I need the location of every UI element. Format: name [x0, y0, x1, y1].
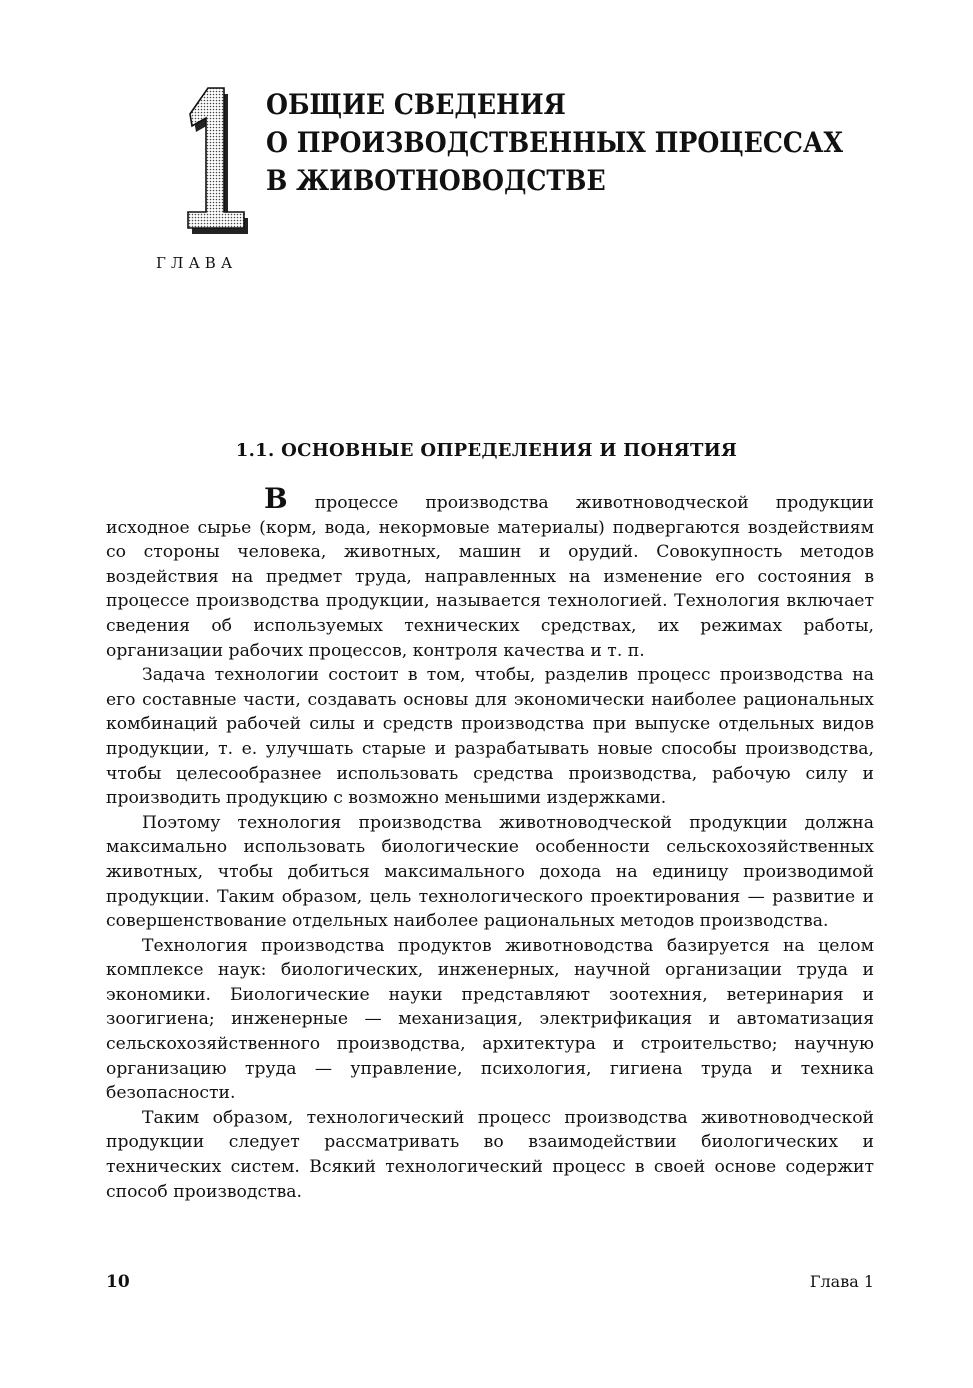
paragraph: [106, 482, 874, 663]
chapter-title-line: О ПРОИЗВОДСТВЕННЫХ ПРОЦЕССАХ: [266, 126, 844, 159]
chapter-label: ГЛАВА: [156, 254, 238, 272]
paragraph: Задача технологии состоит в том, чтобы, разделив процесс производства на его составные части, создавать основы для экономически наиболее рациональных комбинаций рабочей силы и средств производства при выпуске отдельных видов продукции, т. е. улучшать старые и разрабатывать новые способы производства, чтобы целесообразнее использовать средства производства, рабочую силу и производить продукцию с возможно меньшими издержками.: [106, 665, 874, 809]
running-head: Глава 1: [809, 1272, 874, 1291]
paragraph: Технология производства продуктов животноводства базируется на целом комплексе наук: биологических, инженерных, научной организации труда и экономики. Биологические науки представляют зоотехния, ветеринария и зоогигиена; инженерные — механизация, электрификация и автоматизация сельскохозяйственного производства, архитектура и строительство; научную организацию труда — управление, психология, гигиена труда и техника безопасности.: [106, 935, 874, 1104]
section-title: 1.1. ОСНОВНЫЕ ОПРЕДЕЛЕНИЯ И ПОНЯТИЯ: [235, 440, 738, 461]
body-text: [106, 482, 874, 1204]
chapter-number-graphic: [176, 84, 256, 236]
chapter-number: [176, 84, 256, 236]
page-number: 10: [106, 1272, 130, 1292]
chapter-title-line: ОБЩИЕ СВЕДЕНИЯ: [266, 88, 566, 121]
paragraph: Поэтому технология производства животноводческой продукции должна максимально использовать биологические особенности сельскохозяйственных животных, чтобы добиться максимального дохода на единицу производимой продукции. Таким образом, цель технологического проектирования — развитие и совершенствование отдельных наиболее рациональных методов производства.: [106, 812, 874, 932]
paragraph-text: процессе производства животноводческой продукции исходное сырье (корм, вода, некормовые материалы) подвергаются воздействиям со стороны человека, животных, машин и орудий. Совокупность методов воздействия на предмет труда, направленных на изменение его состояния в процессе производства продукции, называется технологией. Технология включает сведения об используемых технических средствах, их режимах работы, организации рабочих процессов, контроля качества и т. п.: [106, 493, 874, 661]
drop-cap: В: [264, 482, 288, 515]
chapter-title-line: В ЖИВОТНОВОДСТВЕ: [266, 164, 606, 197]
chapter-title: [266, 86, 842, 200]
paragraph: Таким образом, технологический процесс производства животноводческой продукции следует рассматривать во взаимодействии биологических и технических систем. Всякий технологический процесс в своей основе содержит способ производства.: [106, 1107, 874, 1202]
